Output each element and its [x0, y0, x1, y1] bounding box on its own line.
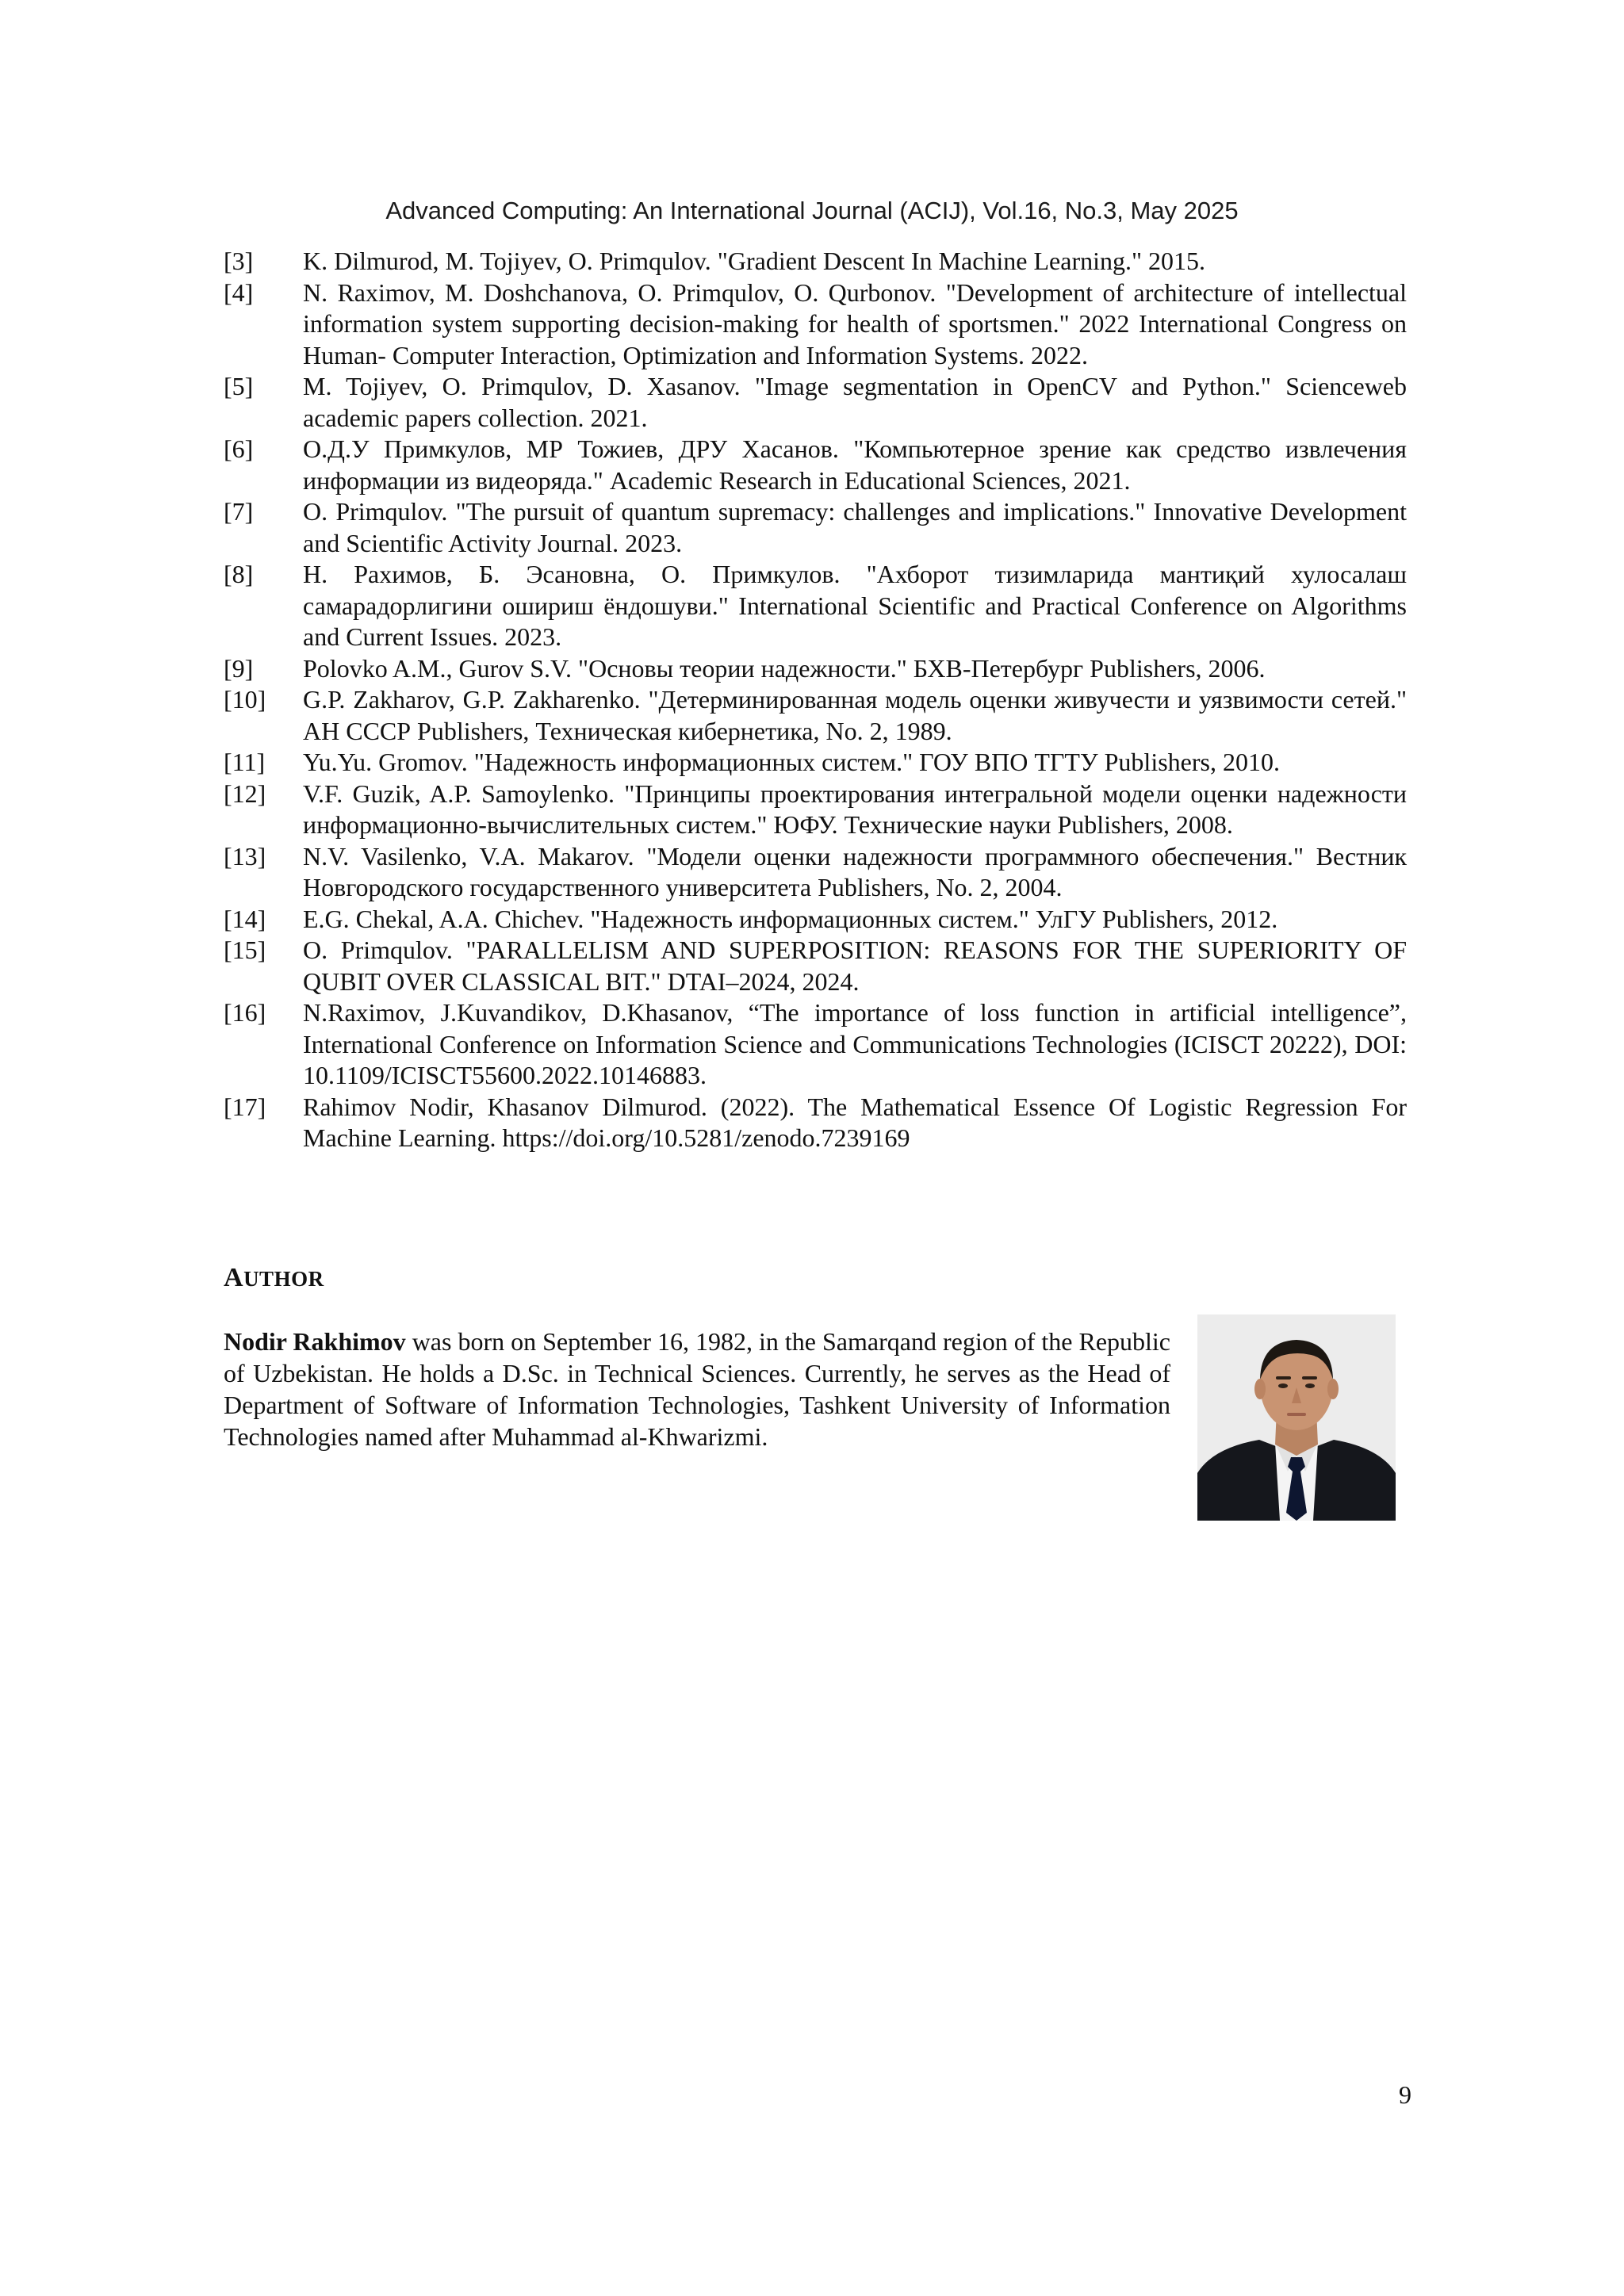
reference-item — [224, 559, 1407, 653]
reference-number: [5] — [224, 372, 254, 400]
reference-item — [224, 653, 1407, 685]
reference-text: N.Raximov, J.Kuvandikov, D.Khasanov, “The importance of loss function in artificial intelligence”, International Conference on Information Science and Communications Technologies (ICISCT 20222), DOI: 10.1109/ICISCT55600.2022.10146883. — [303, 998, 1407, 1089]
author-bio-text: was born on September 16, 1982, in the Samarqand region of the Republic of Uzbekistan. He holds a D.Sc. in Technical Sciences. Currently, he serves as the Head of Department of Software of Information Technologies, Tashkent University of Information Technologies named after Muhammad al-Khwarizmi. — [224, 1327, 1171, 1451]
author-name: Nodir Rakhimov — [224, 1327, 406, 1356]
author-portrait-image — [1197, 1314, 1396, 1521]
running-header: Advanced Computing: An International Journal (ACIJ), Vol.16, No.3, May 2025 — [385, 197, 1239, 224]
author-photo — [1197, 1314, 1396, 1521]
reference-item — [224, 997, 1407, 1092]
reference-number: [15] — [224, 936, 266, 964]
reference-number: [9] — [224, 653, 254, 683]
reference-number: [4] — [224, 277, 254, 307]
reference-item — [224, 1092, 1407, 1154]
reference-number: [3] — [224, 247, 254, 275]
reference-item — [224, 935, 1407, 997]
reference-item — [224, 246, 1407, 277]
reference-text: O. Primqulov. "The pursuit of quantum supremacy: challenges and implications." Innovative Development and Scientific Activity Journal. 2023. — [303, 497, 1407, 557]
reference-number: [12] — [224, 779, 266, 808]
reference-text: О.Д.У Примкулов, МР Тожиев, ДРУ Хасанов. "Компьютерное зрение как средство извлечения информации из видеоряда." Academic Research in Educational Sciences, 2021. — [303, 434, 1407, 495]
reference-number: [6] — [224, 434, 254, 463]
reference-list — [224, 246, 1407, 1154]
reference-number: [10] — [224, 685, 266, 714]
heading-initial: A — [224, 1263, 244, 1292]
reference-item — [224, 277, 1407, 372]
reference-item — [224, 684, 1407, 747]
reference-text: O. Primqulov. "PARALLELISM AND SUPERPOSITION: REASONS FOR THE SUPERIORITY OF QUBIT OVER CLASSICAL BIT." DTAI–2024, 2024. — [303, 936, 1407, 996]
reference-item — [224, 841, 1407, 904]
reference-number: [16] — [224, 998, 266, 1027]
reference-number: [7] — [224, 497, 254, 526]
reference-item — [224, 434, 1407, 496]
heading-rest: UTHOR — [243, 1267, 324, 1291]
reference-item — [224, 904, 1407, 936]
author-section-heading — [224, 1262, 324, 1295]
reference-text: G.P. Zakharov, G.P. Zakharenko. "Детерминированная модель оценки живучести и уязвимости сетей." АН СССР Publishers, Техническая кибернетика, No. 2, 1989. — [303, 685, 1407, 745]
page-number: 9 — [1399, 2080, 1411, 2109]
reference-number: [8] — [224, 560, 254, 588]
reference-number: [14] — [224, 904, 266, 933]
reference-text: N. Raximov, M. Doshchanova, O. Primqulov, O. Qurbonov. "Development of architecture of intellectual information system supporting decision-making for health of sportsmen." 2022 International Congress on Human- Computer Interaction, Optimization and Information Systems. 2022. — [303, 277, 1407, 369]
reference-text: Yu.Yu. Gromov. "Надежность информационных систем." ГОУ ВПО ТГТУ Publishers, 2010. — [303, 748, 1280, 776]
reference-text: E.G. Chekal, A.A. Chichev. "Надежность информационных систем." УлГУ Publishers, 2012. — [303, 904, 1278, 933]
reference-text: Rahimov Nodir, Khasanov Dilmurod. (2022). The Mathematical Essence Of Logistic Regression For Machine Learning. https://doi.org/10.5281/zenodo.7239169 — [303, 1092, 1407, 1152]
reference-text: K. Dilmurod, M. Tojiyev, O. Primqulov. "Gradient Descent In Machine Learning." 2015. — [303, 247, 1206, 275]
reference-text: Н. Рахимов, Б. Эсановна, О. Примкулов. "Ахборот тизимларида мантиқий хулосалаш самарадорлигини ошириш ёндошуви." International Scientific and Practical Conference on Algorithms and Current Issues. 2023. — [303, 560, 1407, 651]
reference-item — [224, 747, 1407, 779]
reference-item — [224, 779, 1407, 841]
author-bio — [224, 1326, 1170, 1452]
reference-item — [224, 496, 1407, 559]
reference-text: V.F. Guzik, A.P. Samoylenko. "Принципы проектирования интегральной модели оценки надежности информационно-вычислительных систем." ЮФУ. Технические науки Publishers, 2008. — [303, 779, 1407, 839]
reference-text: Polovko A.M., Gurov S.V. "Основы теории надежности." БХВ-Петербург Publishers, 2006. — [303, 653, 1266, 683]
reference-text: M. Tojiyev, O. Primqulov, D. Xasanov. "Image segmentation in OpenCV and Python." Scienceweb academic papers collection. 2021. — [303, 372, 1407, 432]
reference-number: [17] — [224, 1092, 266, 1121]
reference-number: [11] — [224, 748, 266, 776]
reference-item — [224, 371, 1407, 434]
reference-text: N.V. Vasilenko, V.A. Makarov. "Модели оценки надежности программного обеспечения." Вестник Новгородского государственного университета Publishers, No. 2, 2004. — [303, 841, 1407, 901]
reference-number: [13] — [224, 841, 266, 871]
